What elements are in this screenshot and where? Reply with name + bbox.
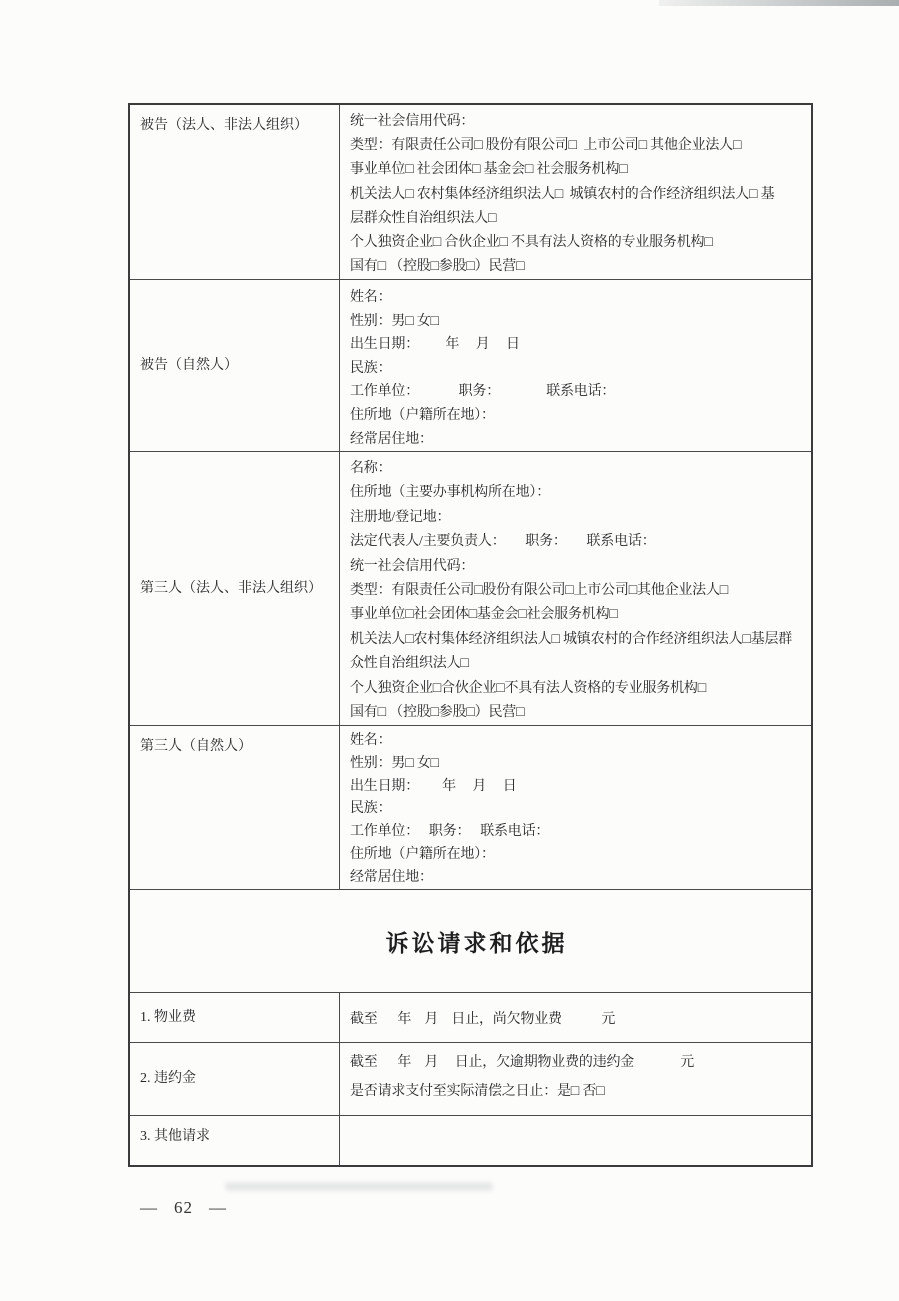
form-text-line: 统一社会信用代码：: [350, 558, 475, 574]
page-number-value: 62: [174, 1198, 193, 1217]
form-text-line: 民族：: [350, 801, 392, 817]
scan-artifact-smudge: [225, 1182, 493, 1191]
defendant-person-fields: [340, 280, 811, 451]
page-number-dash-right: —: [209, 1198, 227, 1217]
form-text-line: 出生日期： 年 月 日: [350, 778, 517, 794]
complaint-form-table: [128, 103, 813, 1167]
form-text-line: 截至 年 月 日止，尚欠物业费 元: [350, 1011, 616, 1027]
form-text-line: 住所地（户籍所在地）：: [350, 846, 495, 862]
row-label-thirdparty-organization: [130, 452, 340, 725]
row-label-text: 3. 其他请求: [140, 1129, 210, 1144]
form-text-line: 是否请求支付至实际清偿之日止：是□ 否□: [350, 1084, 605, 1099]
form-text-line: 层群众性自治组织法人□: [350, 210, 497, 226]
row-label-claim-penalty: [130, 1043, 340, 1115]
form-text-line: 国有□ （控股□参股□）民营□: [350, 259, 525, 275]
form-text-line: 出生日期： 年 月 日: [350, 337, 520, 353]
thirdparty-organization-fields: [340, 452, 811, 725]
form-text-line: 截至 年 月 日止，欠逾期物业费的违约金 元: [350, 1055, 695, 1070]
form-text-line: 经常居住地：: [350, 431, 433, 447]
table-row-thirdparty-organization: [130, 451, 811, 725]
form-text-line: 机关法人□农村集体经济组织法人□ 城镇农村的合作经济组织法人□基层群: [350, 631, 793, 647]
form-text-line: 法定代表人/主要负责人： 职务： 联系电话：: [350, 534, 656, 550]
form-text-line: 机关法人□ 农村集体经济组织法人□ 城镇农村的合作经济组织法人□ 基: [350, 186, 775, 202]
section-header-row: [130, 889, 811, 992]
table-row-claim-penalty: [130, 1042, 811, 1115]
form-text-line: 众性自治组织法人□: [350, 656, 469, 672]
row-label-text: 第三人（法人、非法人组织）: [140, 580, 322, 596]
form-text-line: 经常居住地：: [350, 869, 433, 885]
claim-penalty-fields: [340, 1043, 811, 1115]
claim-property-fee-fields: [340, 993, 811, 1042]
form-text-line: 住所地（主要办事机构所在地）：: [350, 485, 550, 501]
form-text-line: 事业单位□社会团体□基金会□社会服务机构□: [350, 607, 618, 623]
form-text-line: 住所地（户籍所在地）：: [350, 407, 495, 423]
form-text-line: 性别：男□ 女□: [350, 755, 439, 771]
row-label-text: 2. 违约金: [140, 1071, 196, 1086]
section-title: 诉讼请求和依据: [385, 930, 568, 956]
form-text-line: 事业单位□ 社会团体□ 基金会□ 社会服务机构□: [350, 162, 628, 178]
row-label-claim-property-fee: [130, 993, 340, 1042]
row-label-text: 1. 物业费: [140, 1009, 196, 1025]
form-text-line: 姓名：: [350, 733, 392, 748]
form-text-line: 姓名：: [350, 290, 392, 305]
thirdparty-person-fields: [340, 726, 811, 889]
row-label-claim-other: [130, 1116, 340, 1165]
defendant-organization-fields: [340, 105, 811, 279]
form-text-line: 工作单位： 职务： 联系电话：: [350, 384, 616, 400]
table-row-defendant-person: [130, 279, 811, 451]
table-row-defendant-organization: [130, 105, 811, 279]
row-label-text: 被告（法人、非法人组织）: [140, 118, 308, 133]
scan-artifact-top-edge: [659, 0, 899, 6]
form-text-line: 类型：有限责任公司□股份有限公司□上市公司□其他企业法人□: [350, 583, 729, 599]
form-text-line: 类型：有限责任公司□ 股份有限公司□ 上市公司□ 其他企业法人□: [350, 138, 742, 154]
form-text-line: 工作单位： 职务： 联系电话：: [350, 824, 550, 840]
form-text-line: 名称：: [350, 461, 392, 476]
table-row-thirdparty-person: [130, 725, 811, 889]
table-row-claim-other: [130, 1115, 811, 1165]
table-row-claim-property-fee: [130, 992, 811, 1042]
page-number-dash-left: —: [140, 1198, 158, 1217]
claim-other-fields-empty: [340, 1116, 811, 1165]
form-text-line: 注册地/登记地：: [350, 509, 451, 525]
row-label-thirdparty-person: [130, 726, 340, 889]
row-label-text: 被告（自然人）: [140, 357, 238, 373]
page-number: [140, 1198, 227, 1218]
form-text-line: 个人独资企业□ 合伙企业□ 不具有法人资格的专业服务机构□: [350, 235, 713, 251]
row-label-defendant-person: [130, 280, 340, 451]
form-text-line: 个人独资企业□合伙企业□不具有法人资格的专业服务机构□: [350, 680, 706, 696]
form-text-line: 民族：: [350, 360, 392, 376]
row-label-defendant-organization: [130, 105, 340, 279]
form-text-line: 统一社会信用代码：: [350, 114, 475, 129]
form-text-line: 性别：男□ 女□: [350, 313, 439, 329]
form-text-line: 国有□ （控股□参股□）民营□: [350, 705, 525, 721]
row-label-text: 第三人（自然人）: [140, 739, 252, 754]
